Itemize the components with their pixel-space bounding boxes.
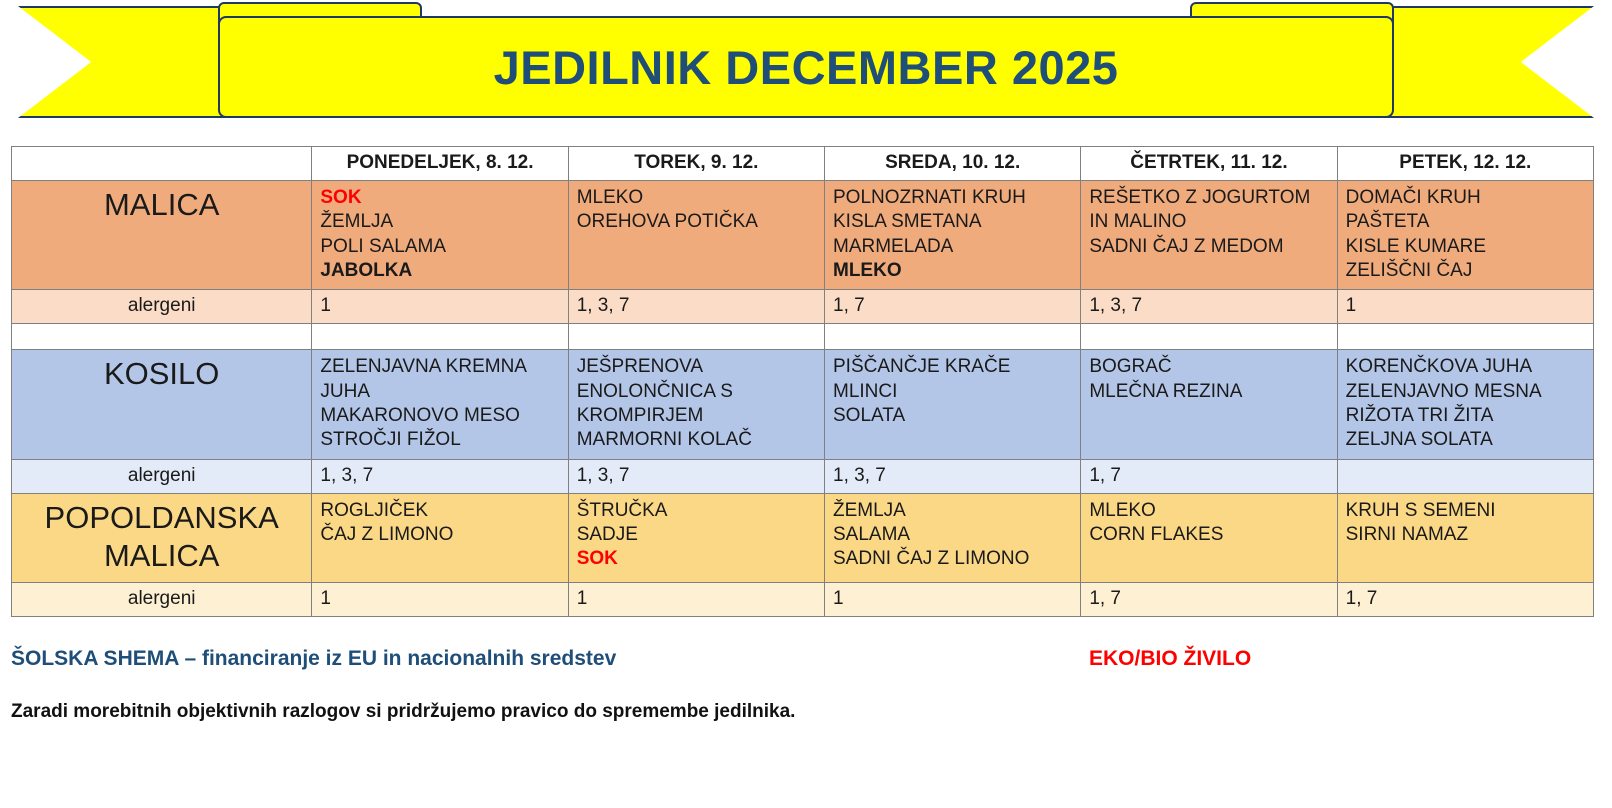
allergen-value: 1, 7	[1337, 583, 1593, 617]
menu-item: POLI SALAMA	[320, 235, 447, 257]
allergen-value: 1, 3, 7	[312, 459, 568, 493]
malica-wednesday-cell	[825, 181, 1081, 290]
popoldanska-wednesday-cell	[825, 493, 1081, 583]
menu-item: IN MALINO	[1089, 211, 1187, 233]
spacer-cell	[1081, 324, 1337, 350]
allergen-value: 1	[312, 290, 568, 324]
menu-item: KORENČKOVA JUHA	[1345, 356, 1533, 378]
allergen-value: 1, 3, 7	[1081, 290, 1337, 324]
table-header-row	[12, 147, 1594, 181]
menu-item: REŠETKO Z JOGURTOM	[1089, 187, 1311, 208]
table-row-malica	[12, 181, 1594, 290]
spacer-cell	[825, 324, 1081, 350]
menu-item: JEŠPRENOVA	[576, 356, 704, 378]
day-header-wednesday: SREDA, 10. 12.	[825, 147, 1081, 181]
footer-first-line	[11, 647, 1594, 671]
menu-item: JABOLKA	[320, 259, 413, 281]
menu-item: RIŽOTA TRI ŽITA	[1345, 404, 1494, 426]
menu-item: ENOLONČNICA S	[576, 380, 733, 402]
allergen-value: 1, 7	[825, 290, 1081, 324]
day-header-tuesday: TOREK, 9. 12.	[568, 147, 824, 181]
allergen-value: 1	[312, 583, 568, 617]
menu-item: DOMAČI KRUH	[1345, 187, 1481, 208]
banner-center-panel	[218, 16, 1394, 118]
footer	[11, 647, 1594, 723]
menu-item: ŽEMLJA	[320, 211, 394, 233]
allergen-value: 1	[568, 583, 824, 617]
allergen-value: 1, 3, 7	[568, 459, 824, 493]
kosilo-tuesday-cell	[568, 350, 824, 459]
menu-item: MLEKO	[576, 187, 644, 208]
menu-item: SALAMA	[833, 523, 911, 545]
popoldanska-thursday-cell	[1081, 493, 1337, 583]
spacer-cell	[568, 324, 824, 350]
malica-tuesday-cell	[568, 181, 824, 290]
kosilo-wednesday-cell	[825, 350, 1081, 459]
popoldanska-friday-cell	[1337, 493, 1593, 583]
popoldanska-tuesday-cell	[568, 493, 824, 583]
page-title: JEDILNIK DECEMBER 2025	[493, 40, 1119, 94]
title-banner	[0, 0, 1612, 130]
menu-item: KROMPIRJEM	[576, 404, 704, 426]
malica-thursday-cell	[1081, 181, 1337, 290]
menu-item: SOK	[576, 548, 618, 570]
menu-table	[11, 146, 1594, 617]
spacer-cell	[1337, 324, 1593, 350]
menu-item: BOGRAČ	[1089, 356, 1172, 378]
kosilo-friday-cell	[1337, 350, 1593, 459]
row-label-malica: MALICA	[12, 181, 312, 290]
table-row-popoldanska-allergens	[12, 583, 1594, 617]
menu-item: KISLE KUMARE	[1345, 235, 1487, 257]
menu-item: MLINCI	[833, 380, 898, 402]
menu-item: SADJE	[576, 523, 638, 545]
menu-item: MLEKO	[833, 259, 902, 281]
row-label-line1: POPOLDANSKA	[44, 499, 279, 535]
malica-monday-cell	[312, 181, 568, 290]
row-label-line2: MALICA	[103, 538, 220, 574]
day-header-monday: PONEDELJEK, 8. 12.	[312, 147, 568, 181]
table-corner-cell	[12, 147, 312, 181]
kosilo-monday-cell	[312, 350, 568, 459]
allergen-value: 1	[1337, 290, 1593, 324]
popoldanska-monday-cell	[312, 493, 568, 583]
menu-item: SIRNI NAMAZ	[1345, 523, 1469, 545]
menu-item: ZELIŠČNI ČAJ	[1345, 259, 1473, 281]
kosilo-thursday-cell	[1081, 350, 1337, 459]
day-header-thursday: ČETRTEK, 11. 12.	[1081, 147, 1337, 181]
menu-item: MARMORNI KOLAČ	[576, 429, 752, 451]
menu-item: SOLATA	[833, 404, 906, 426]
menu-item: SADNI ČAJ Z LIMONO	[833, 548, 1030, 570]
menu-item: PAŠTETA	[1345, 211, 1430, 233]
allergen-value: 1	[825, 583, 1081, 617]
menu-item: PIŠČANČJE KRAČE	[833, 356, 1011, 378]
menu-item: ZELJNA SOLATA	[1345, 429, 1493, 451]
menu-item: ZELENJAVNA KREMNA	[320, 356, 527, 378]
menu-item: SADNI ČAJ Z MEDOM	[1089, 235, 1284, 257]
spacer-cell	[312, 324, 568, 350]
allergen-value: 1, 7	[1081, 583, 1337, 617]
spacer-cell	[12, 324, 312, 350]
row-label-allergens: alergeni	[12, 459, 312, 493]
menu-item: MLEČNA REZINA	[1089, 380, 1243, 402]
row-label-allergens: alergeni	[12, 290, 312, 324]
day-header-friday: PETEK, 12. 12.	[1337, 147, 1593, 181]
menu-item: KRUH S SEMENI	[1345, 499, 1496, 521]
row-label-popoldanska-malica	[12, 493, 312, 583]
table-row-malica-allergens	[12, 290, 1594, 324]
table-row-kosilo-allergens	[12, 459, 1594, 493]
allergen-value: 1, 3, 7	[568, 290, 824, 324]
menu-item: MARMELADA	[833, 235, 954, 257]
menu-item: ROGLJIČEK	[320, 499, 429, 521]
school-scheme-note: ŠOLSKA SHEMA – financiranje iz EU in nacionalnih sredstev	[11, 647, 617, 670]
menu-item: OREHOVA POTIČKA	[576, 211, 758, 233]
menu-item: MLEKO	[1089, 499, 1156, 521]
menu-item: CORN FLAKES	[1089, 523, 1224, 545]
table-row-popoldanska-malica	[12, 493, 1594, 583]
menu-item: SOK	[320, 187, 362, 208]
malica-friday-cell	[1337, 181, 1593, 290]
table-spacer-row	[12, 324, 1594, 350]
menu-change-disclaimer: Zaradi morebitnih objektivnih razlogov si pridržujemo pravico do spremembe jedilnika.	[11, 701, 796, 722]
menu-item: ČAJ Z LIMONO	[320, 523, 454, 545]
menu-item: KISLA SMETANA	[833, 211, 982, 233]
menu-item: POLNOZRNATI KRUH	[833, 187, 1026, 208]
table-row-kosilo	[12, 350, 1594, 459]
allergen-value: 1, 7	[1081, 459, 1337, 493]
allergen-value	[1337, 459, 1593, 493]
menu-item: MAKARONOVO MESO	[320, 404, 520, 426]
menu-item: STROČJI FIŽOL	[320, 429, 461, 451]
menu-item: JUHA	[320, 380, 370, 402]
menu-item: ŽEMLJA	[833, 499, 906, 521]
row-label-kosilo: KOSILO	[12, 350, 312, 459]
allergen-value: 1, 3, 7	[825, 459, 1081, 493]
menu-item: ŠTRUČKA	[576, 499, 668, 521]
eko-bio-legend: EKO/BIO ŽIVILO	[1089, 647, 1252, 670]
row-label-allergens: alergeni	[12, 583, 312, 617]
menu-item: ZELENJAVNO MESNA	[1345, 380, 1542, 402]
